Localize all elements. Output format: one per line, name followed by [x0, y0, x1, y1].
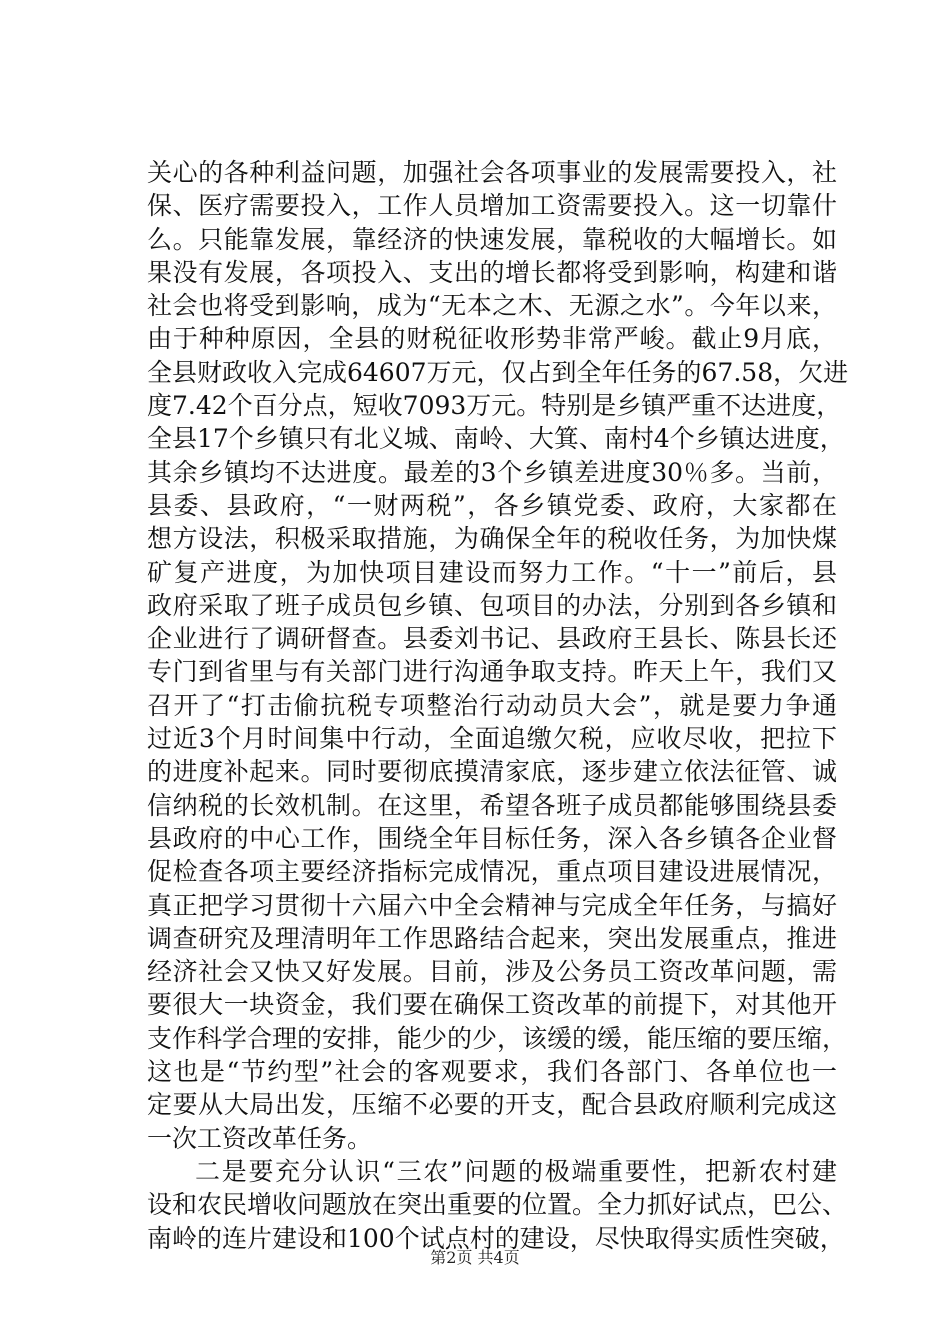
text-line: 设和农民增收问题放在突出重要的位置。全力抓好试点，巴公、	[147, 1190, 848, 1220]
text-line: 企业进行了调研督查。县委刘书记、县政府王县长、陈县长还	[147, 624, 837, 654]
text-line: 矿复产进度，为加快项目建设而努力工作。“十一”前后，县	[147, 557, 837, 587]
text-line: 真正把学习贯彻十六届六中全会精神与完成全年任务，与搞好	[147, 890, 837, 920]
text-line: 么。只能靠发展，靠经济的快速发展，靠税收的大幅增长。如	[147, 224, 837, 254]
text-line: 全县财政收入完成64607万元，仅占到全年任务的67.58，欠进	[147, 357, 849, 387]
text-line: 南岭的连片建设和100个试点村的建设，尽快取得实质性突破，	[147, 1223, 845, 1253]
text-line: 经济社会又快又好发展。目前，涉及公务员工资改革问题，需	[147, 957, 837, 987]
page-number-footer: 第2页 共4页	[430, 1248, 520, 1267]
text-line: 保、医疗需要投入，工作人员增加工资需要投入。这一切靠什	[147, 191, 837, 221]
text-line: 促检查各项主要经济指标完成情况，重点项目建设进展情况，	[147, 857, 837, 887]
text-line: 政府采取了班子成员包乡镇、包项目的办法，分别到各乡镇和	[147, 590, 837, 620]
text-line: 专门到省里与有关部门进行沟通争取支持。昨天上午，我们又	[147, 657, 837, 687]
text-line: 这也是“节约型”社会的客观要求，我们各部门、各单位也一	[147, 1057, 837, 1087]
text-line: 过近3个月时间集中行动，全面追缴欠税，应收尽收，把拉下	[147, 724, 837, 754]
text-line: 果没有发展，各项投入、支出的增长都将受到影响，构建和谐	[147, 257, 837, 287]
text-line: 由于种种原因，全县的财税征收形势非常严峻。截止9月底，	[147, 324, 837, 354]
text-line: 想方设法，积极采取措施，为确保全年的税收任务，为加快煤	[147, 524, 837, 554]
text-line: 要很大一块资金，我们要在确保工资改革的前提下，对其他开	[147, 990, 837, 1020]
text-line: 县政府的中心工作，围绕全年目标任务，深入各乡镇各企业督	[147, 823, 837, 853]
text-line: 的进度补起来。同时要彻底摸清家底，逐步建立依法征管、诚	[147, 757, 837, 787]
text-line: 召开了“打击偷抗税专项整治行动动员大会”，就是要力争通	[147, 690, 837, 720]
text-line: 信纳税的长效机制。在这里，希望各班子成员都能够围绕县委	[147, 790, 837, 820]
text-line: 其余乡镇均不达进度。最差的3个乡镇差进度30％多。当前，	[147, 457, 837, 487]
text-line: 关心的各种利益问题，加强社会各项事业的发展需要投入，社	[147, 158, 837, 187]
text-line: 支作科学合理的安排，能少的少，该缓的缓，能压缩的要压缩，	[147, 1023, 848, 1053]
text-line: 县委、县政府，“一财两税”，各乡镇党委、政府，大家都在	[147, 490, 837, 520]
text-line: 全县17个乡镇只有北义城、南岭、大箕、南村4个乡镇达进度，	[147, 424, 845, 454]
text-line: 一次工资改革任务。	[147, 1123, 373, 1153]
text-line: 定要从大局出发，压缩不必要的开支，配合县政府顺利完成这	[147, 1090, 837, 1120]
text-line: 调查研究及理清明年工作思路结合起来，突出发展重点，推进	[147, 923, 837, 953]
text-line: 社会也将受到影响，成为“无本之木、无源之水”。今年以来，	[147, 291, 837, 321]
text-line: 二是要充分认识“三农”问题的极端重要性，把新农村建	[195, 1156, 837, 1186]
text-line: 度7.42个百分点，短收7093万元。特别是乡镇严重不达进度，	[147, 391, 842, 421]
document-body	[147, 156, 849, 1255]
